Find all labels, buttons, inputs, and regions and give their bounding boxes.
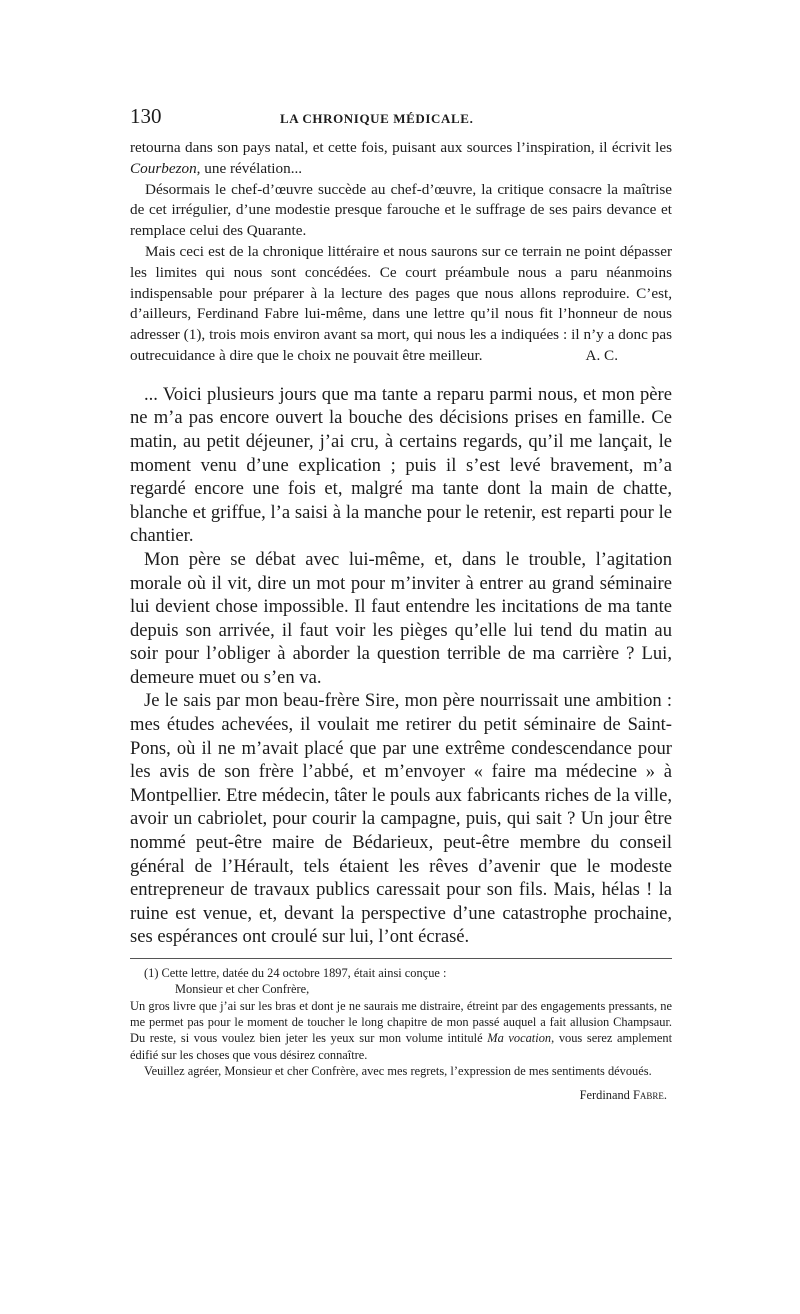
book-page [130, 104, 672, 1103]
letter-paragraph: Je le sais par mon beau-frère Sire, mon père nourrissait une ambition : mes études achevées, il voulait me retirer du petit séminaire de Saint-Pons, où il ne m’avait placé que par une extrême condescendance pour les avis de son frère l’abbé, et m’envoyer « faire ma médecine » à Montpellier. Etre médecin, tâter le pouls aux fabricants riches de la ville, avoir un cabriolet, pour courir la campagne, puis, qui sait ? Un jour être nommé peut-être maire de Bédarieux, peut-être membre du conseil général de l’Hérault, tels étaient les rêves d’avenir que le modeste entrepreneur de travaux publics caressait pour son fils. Mais, hélas ! la ruine est venue, et, devant la perspective d’une catastrophe prochaine, ses espérances ont croulé sur lui, l’ont écrasé. [130, 690, 672, 948]
running-title: LA CHRONIQUE MÉDICALE. [280, 111, 474, 126]
book-title: Ma vocation [487, 1031, 552, 1046]
footnote-closing: Veuillez agréer, Monsieur et cher Confrère, avec mes regrets, l’expression de mes sentiments dévoués. [144, 1063, 652, 1078]
footnote [130, 965, 672, 1103]
intro-paragraph: retourna dans son pays natal, et cette fois, puisant aux sources l’inspiration, il écrivit les Courbezon, une révélation... [130, 139, 672, 177]
letter-paragraph: Mon père se débat avec lui-même, et, dans le trouble, l’agitation morale où il vit, dire un mot pour m’inviter à entrer au grand séminaire lui devient chose impossible. Il faut entendre les incitations de ma tante depuis son arrivée, il faut voir les pièges qu’elle lui tend du matin au soir pour l’obliger à aborder la question terrible de ma carrière ? Lui, demeure muet ou s’en va. [130, 548, 672, 688]
intro-paragraph: Mais ceci est de la chronique littéraire et nous saurons sur ce terrain ne point dépasser les limites qui nous sont concédées. Ce court préambule nous a paru néanmoins indispensable pour préparer à la lecture des pages que nous allons reproduire. C’est, d’ailleurs, Ferdinand Fabre lui-même, dans une lettre qu’il nous fit l’honneur de nous adresser (1), trois mois environ avant sa mort, qui nous les a indiquées : il n’y a donc pas outrecuidance à dire que le choix ne pouvait être meilleur. A. C. [130, 242, 672, 367]
footnote-body: Un gros livre que j’ai sur les bras et dont je ne saurais me distraire, étreint par des engagements pressants, ne me permet pas pour le moment de toucher le long chapitre de mon passé auquel a fait allusion Champsaur. Du reste, si vous voulez bien jeter les yeux sur mon volume intitulé Ma vocation, vous serez amplement édifié sur les choses que vous désirez connaître. [130, 998, 673, 1062]
letter-excerpt [130, 383, 672, 949]
footnote-signature: Ferdinand Fabre. [579, 1088, 667, 1103]
letter-paragraph: ... Voici plusieurs jours que ma tante a reparu parmi nous, et mon père ne m’a pas encore ouvert la bouche des décisions prises en famille. Ce matin, au petit déjeuner, j’ai cru, à certains regards, qu’il me lançait, le moment venu d’une explication ; puis il s’est levé bravement, m’a regardé encore une fois et, malgré ma tante dont la main de chatte, blanche et griffue, l’a saisi à la manche pour le retenir, est reparti pour le chantier. [130, 383, 672, 547]
intro-paragraph: Désormais le chef-d’œuvre succède au chef-d’œuvre, la critique consacre la maîtrise de cet irrégulier, d’une modestie presque farouche et le suffrage de ses pairs devance et remplace celui des Quarante. [130, 180, 672, 240]
page-header [130, 104, 672, 138]
book-title: Courbezon [130, 159, 197, 177]
author-initials: A. C. [585, 346, 618, 364]
page-number: 130 [130, 104, 162, 128]
footnote-salutation: Monsieur et cher Confrère, [175, 982, 310, 997]
editorial-introduction [130, 138, 672, 367]
footnote-intro: (1) Cette lettre, datée du 24 octobre 1897, était ainsi conçue : [144, 966, 447, 981]
footnote-divider [130, 958, 672, 959]
